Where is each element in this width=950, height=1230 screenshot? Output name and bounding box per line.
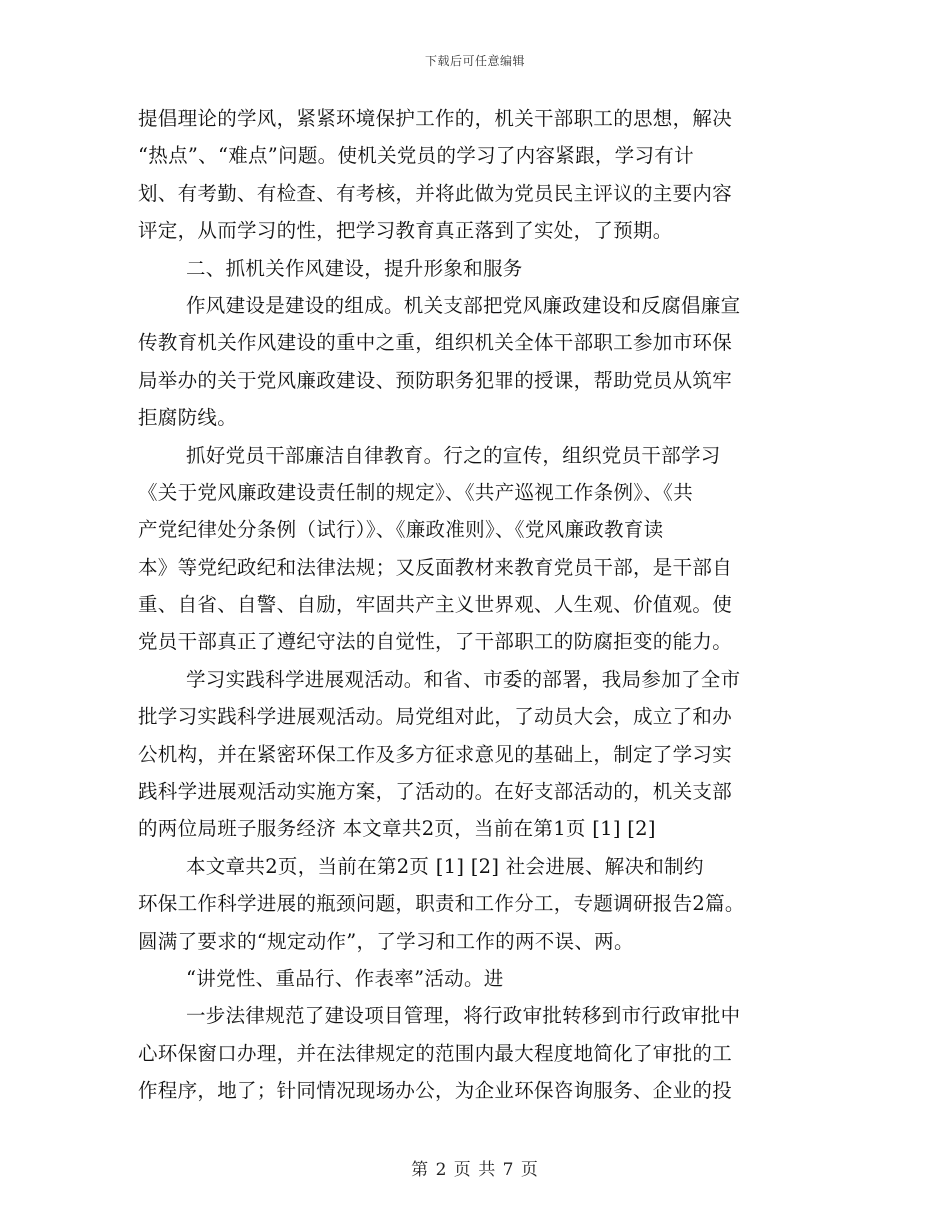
- text-line: 环保工作科学进展的瓶颈问题，职责和工作分工，专题调研报告2篇。: [138, 892, 745, 916]
- text-line: 公机构，并在紧密环保工作及多方征求意见的基础上，制定了学习实: [138, 742, 733, 766]
- text-line: 二、抓机关作风建设，提升形象和服务: [186, 256, 523, 280]
- text-line: 重、自省、自警、自励，牢固共产主义世界观、人生观、价值观。使: [138, 593, 733, 617]
- text-line: 传教育机关作风建设的重中之重，组织机关全体干部职工参加市环保: [138, 331, 733, 355]
- text-line: 《关于党风廉政建设责任制的规定》、《共产巡视工作条例》、《共: [138, 480, 694, 504]
- text-line: 评定，从而学习的性，把学习教育真正落到了实处，了预期。: [138, 219, 673, 243]
- text-line: 圆满了要求的“规定动作”，了学习和工作的两不误、两。: [138, 929, 634, 953]
- text-line: 的两位局班子服务经济 本文章共2页，当前在第1页 [1] [2]: [138, 817, 656, 841]
- text-line: 一步法律规范了建设项目管理，将行政审批转移到市行政审批中: [186, 1004, 741, 1028]
- text-line: 党员干部真正了遵纪守法的自觉性，了干部职工的防腐拒变的能力。: [138, 630, 733, 654]
- text-line: 产党纪律处分条例（试行）》、《廉政准则》、《党风廉政教育读: [138, 518, 664, 542]
- text-line: 作程序，地了；针同情况现场办公，为企业环保咨询服务、企业的投: [138, 1079, 733, 1103]
- text-line: 本文章共2页，当前在第2页 [1] [2] 社会进展、解决和制约: [186, 854, 704, 878]
- text-line: “讲党性、重品行、作表率”活动。进: [186, 966, 504, 990]
- text-line: 本》等党纪政纪和法律法规；又反面教材来教育党员干部，是干部自: [138, 555, 733, 579]
- text-line: 学习实践科学进展观活动。和省、市委的部署，我局参加了全市: [186, 667, 741, 691]
- text-line: 划、有考勤、有检查、有考核，并将此做为党员民主评议的主要内容: [138, 181, 733, 205]
- text-line: 批学习实践科学进展观活动。局党组对此，了动员大会，成立了和办: [138, 705, 733, 729]
- text-line: 抓好党员干部廉洁自律教育。行之的宣传，组织党员干部学习: [186, 443, 721, 467]
- page-footer: 第 2 页 共 7 页: [411, 1160, 539, 1180]
- text-line: 提倡理论的学风，紧紧环境保护工作的，机关干部职工的思想，解决: [138, 107, 733, 130]
- text-line: 心环保窗口办理，并在法律规定的范围内最大程度地简化了审批的工: [138, 1041, 733, 1065]
- text-line: “热点”、“难点”问题。使机关党员的学习了内容紧跟，学习有计: [138, 144, 694, 168]
- document-body: [138, 100, 808, 1110]
- text-line: 践科学进展观活动实施方案，了活动的。在好支部活动的，机关支部: [138, 780, 733, 804]
- page-header: 下载后可任意编辑: [424, 54, 525, 68]
- text-line: 作风建设是建设的组成。机关支部把党风廉政建设和反腐倡廉宣: [186, 293, 741, 317]
- text-line: 拒腐防线。: [138, 406, 238, 430]
- text-line: 局举办的关于党风廉政建设、预防职务犯罪的授课，帮助党员从筑牢: [138, 368, 733, 392]
